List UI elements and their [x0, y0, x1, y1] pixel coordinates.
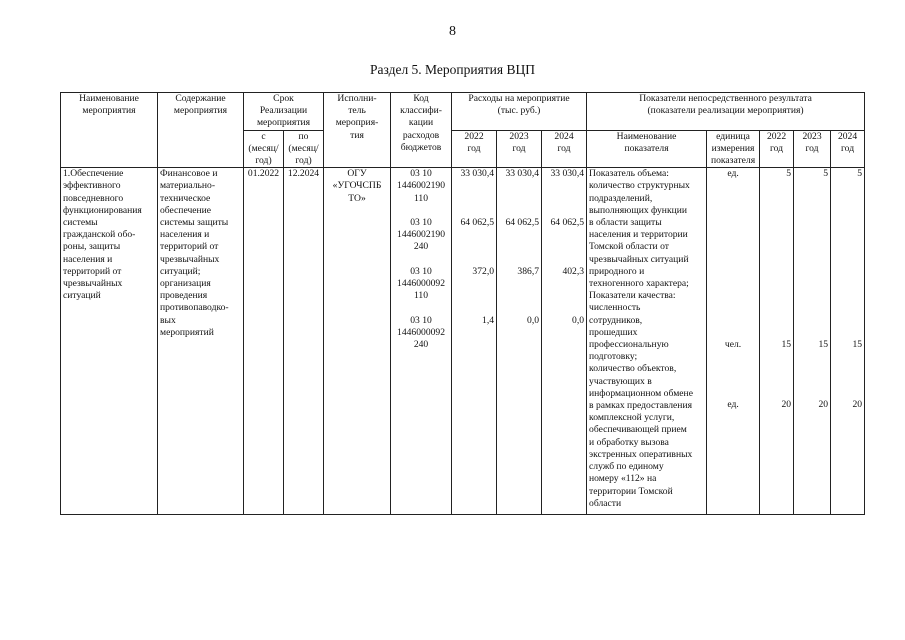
code-value: 03 10 1446000092 240 — [397, 314, 445, 351]
expense-value: 1,4 — [482, 314, 495, 326]
indicator-value: 5 — [786, 168, 792, 180]
page-number: 8 — [449, 24, 456, 39]
expense-value: 33 030,4 — [460, 168, 495, 180]
header-indicator-2024: 2024 год — [831, 130, 865, 168]
indicator-value: 15 — [781, 338, 792, 350]
expense-value: 64 062,5 — [550, 217, 585, 229]
indicator-value: 5 — [857, 168, 863, 180]
expense-value: 33 030,4 — [505, 168, 540, 180]
expense-2024-cell — [542, 168, 587, 515]
activities-table — [60, 92, 865, 515]
indicator-2024-cell — [831, 168, 865, 515]
indicator-value: 20 — [852, 399, 863, 411]
indicator-unit: ед. — [727, 168, 739, 180]
indicator-2022-cell — [760, 168, 794, 515]
indicator-value: 5 — [823, 168, 829, 180]
header-indicator-2023: 2023 год — [794, 130, 831, 168]
code-value: 03 10 1446002190 110 — [397, 168, 445, 204]
indicator-value: 15 — [852, 338, 863, 350]
expense-value: 402,3 — [562, 265, 585, 277]
code-value: 03 10 1446002190 240 — [397, 217, 445, 253]
header-expense-2024: 2024 год — [542, 130, 587, 168]
expense-value: 0,0 — [527, 314, 540, 326]
header-term-from: с (месяц/ год) — [244, 130, 284, 168]
header-content: Содержание мероприятия — [158, 93, 244, 168]
header-expense-2023: 2023 год — [497, 130, 542, 168]
indicator-value: 20 — [818, 399, 829, 411]
activity-content: Финансовое и материально- техническое обеспечение системы защиты населения и территорий от чрезвычайных ситуаций; организация проведения противопаводко- вых мероприятий — [158, 168, 244, 515]
executor-value: ОГУ «УГОЧСПБ ТО» — [324, 168, 391, 515]
term-to-value: 12.2024 — [284, 168, 324, 515]
indicator-value: 20 — [781, 399, 792, 411]
indicator-value: 15 — [818, 338, 829, 350]
header-indicator-2022: 2022 год — [760, 130, 794, 168]
indicator-unit: ед. — [727, 399, 739, 411]
header-indicators: Показатели непосредственного результата (показатели реализации мероприятия) — [587, 93, 865, 131]
header-name: Наименование мероприятия — [61, 93, 158, 168]
indicator-unit: чел. — [724, 338, 742, 350]
header-executor: Исполни- тель мероприя- тия — [324, 93, 391, 168]
expense-value: 33 030,4 — [550, 168, 585, 180]
table-row — [61, 168, 865, 515]
expense-value: 64 062,5 — [505, 217, 540, 229]
expense-value: 386,7 — [517, 265, 540, 277]
term-from-value: 01.2022 — [244, 168, 284, 515]
header-term-to: по (месяц/ год) — [284, 130, 324, 168]
indicators-text: Показатель объема: количество структурных подразделений, выполняющих функции в области защиты населения и территории Томской области от чрезвычайных ситуаций природного и техногенного характера; Показатели качества: численность сотрудников, прошедших профессиональную подготовку; количество объектов, участвующих в информационном обмене в рамках предоставления комплексной услуги, обеспечивающей прием и обработку вызова экстренных оперативных служб по единому номеру «112» на территории Томской области — [587, 168, 707, 515]
header-indicator-unit: единица измерения показателя — [707, 130, 760, 168]
expense-2023-cell — [497, 168, 542, 515]
code-cell — [391, 168, 452, 515]
expense-value: 0,0 — [572, 314, 585, 326]
activity-name: 1.Обеспечение эффективного повседневного функционирования системы гражданской обо- роны, защиты населения и территорий от чрезвычайных ситуаций — [61, 168, 158, 515]
header-expense-2022: 2022 год — [452, 130, 497, 168]
header-term: Срок Реализации мероприятия — [244, 93, 324, 131]
indicator-unit-cell — [707, 168, 760, 515]
expense-2022-cell — [452, 168, 497, 515]
header-indicator-name: Наименование показателя — [587, 130, 707, 168]
header-code: Код классифи- кации расходов бюджетов — [391, 93, 452, 168]
indicator-2023-cell — [794, 168, 831, 515]
code-value: 03 10 1446000092 110 — [397, 265, 445, 302]
section-title: Раздел 5. Мероприятия ВЦП — [370, 62, 535, 77]
expense-value: 372,0 — [472, 265, 495, 277]
expense-value: 64 062,5 — [460, 217, 495, 229]
header-expenses: Расходы на мероприятие (тыс. руб.) — [452, 93, 587, 131]
